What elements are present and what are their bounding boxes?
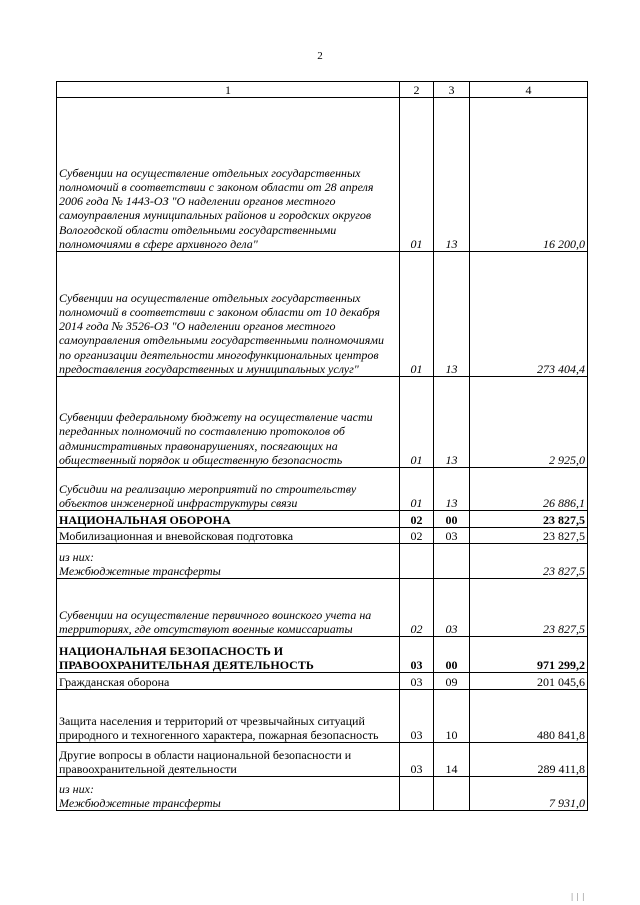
row-name: из них: Межбюджетные трансферты	[57, 544, 400, 579]
row-name: Защита населения и территорий от чрезвычайных ситуаций природного и техногенного характера, пожарная безопасность	[57, 690, 400, 743]
row-section-code	[400, 544, 434, 579]
table-row	[57, 777, 588, 811]
table-row	[57, 252, 588, 377]
row-name: Субвенции федеральному бюджету на осуществление части переданных полномочий по составлению протоколов об административных правонарушениях, посягающих на общественный порядок и общественную безопасность	[57, 377, 400, 468]
row-amount: 2 925,0	[470, 377, 588, 468]
row-subsection-code: 03	[434, 579, 470, 637]
row-section-code: 02	[400, 528, 434, 544]
table-row	[57, 98, 588, 252]
row-section-code: 01	[400, 377, 434, 468]
row-amount: 273 404,4	[470, 252, 588, 377]
row-subsection-code	[434, 544, 470, 579]
table-row	[57, 743, 588, 777]
row-subsection-code	[434, 777, 470, 811]
header-col-section: 2	[400, 82, 434, 98]
row-section-code: 03	[400, 743, 434, 777]
row-amount: 23 827,5	[470, 579, 588, 637]
row-name: Гражданская оборона	[57, 673, 400, 690]
row-name: Субвенции на осуществление первичного воинского учета на территориях, где отсутствуют военные комиссариаты	[57, 579, 400, 637]
table-row	[57, 528, 588, 544]
row-subsection-code: 13	[434, 468, 470, 511]
table-row	[57, 377, 588, 468]
row-subsection-code: 10	[434, 690, 470, 743]
table-row	[57, 673, 588, 690]
row-section-code: 03	[400, 690, 434, 743]
table-row	[57, 511, 588, 528]
row-name: Субвенции на осуществление отдельных государственных полномочий в соответствии с законом области от 10 декабря 2014 года № 3526-ОЗ "О наделении органов местного самоуправления отдельными государственными полномочиями по организации деятельности многофункциональных центров предоставления государственных и муниципальных услуг"	[57, 252, 400, 377]
row-section-code	[400, 777, 434, 811]
row-amount: 289 411,8	[470, 743, 588, 777]
row-amount: 23 827,5	[470, 544, 588, 579]
row-section-code: 03	[400, 637, 434, 673]
row-amount: 16 200,0	[470, 98, 588, 252]
row-section-code: 03	[400, 673, 434, 690]
row-name: Субсидии на реализацию мероприятий по строительству объектов инженерной инфраструктуры связи	[57, 468, 400, 511]
row-section-code: 02	[400, 511, 434, 528]
row-subsection-code: 13	[434, 98, 470, 252]
page-number: 2	[317, 50, 323, 62]
row-name: Субвенции на осуществление отдельных государственных полномочий в соответствии с законом области от 28 апреля 2006 года № 1443-ОЗ "О наделении органов местного самоуправления муниципальных районов и городских округов Вологодской области отдельными государственными полномочиями в сфере архивного дела"	[57, 98, 400, 252]
header-col-name: 1	[57, 82, 400, 98]
header-col-subsection: 3	[434, 82, 470, 98]
row-amount: 26 886,1	[470, 468, 588, 511]
row-subsection-code: 03	[434, 528, 470, 544]
table-row	[57, 544, 588, 579]
row-name: Другие вопросы в области национальной безопасности и правоохранительной деятельности	[57, 743, 400, 777]
row-amount: 7 931,0	[470, 777, 588, 811]
row-amount: 971 299,2	[470, 637, 588, 673]
header-row	[57, 82, 588, 98]
row-subsection-code: 13	[434, 377, 470, 468]
row-name: НАЦИОНАЛЬНАЯ ОБОРОНА	[57, 511, 400, 528]
row-subsection-code: 00	[434, 511, 470, 528]
row-amount: 201 045,6	[470, 673, 588, 690]
row-section-code: 02	[400, 579, 434, 637]
table-row	[57, 690, 588, 743]
row-amount: 480 841,8	[470, 690, 588, 743]
row-section-code: 01	[400, 98, 434, 252]
row-amount: 23 827,5	[470, 528, 588, 544]
table-row	[57, 468, 588, 511]
row-name: Мобилизационная и вневойсковая подготовка	[57, 528, 400, 544]
row-subsection-code: 00	[434, 637, 470, 673]
row-section-code: 01	[400, 468, 434, 511]
row-subsection-code: 09	[434, 673, 470, 690]
row-section-code: 01	[400, 252, 434, 377]
row-name: НАЦИОНАЛЬНАЯ БЕЗОПАСНОСТЬ И ПРАВООХРАНИТЕЛЬНАЯ ДЕЯТЕЛЬНОСТЬ	[57, 637, 400, 673]
table-row	[57, 579, 588, 637]
row-subsection-code: 13	[434, 252, 470, 377]
table-row	[57, 637, 588, 673]
corner-mark: | | |	[571, 892, 585, 901]
row-subsection-code: 14	[434, 743, 470, 777]
budget-table	[56, 81, 588, 811]
row-name: из них: Межбюджетные трансферты	[57, 777, 400, 811]
header-col-amount: 4	[470, 82, 588, 98]
row-amount: 23 827,5	[470, 511, 588, 528]
